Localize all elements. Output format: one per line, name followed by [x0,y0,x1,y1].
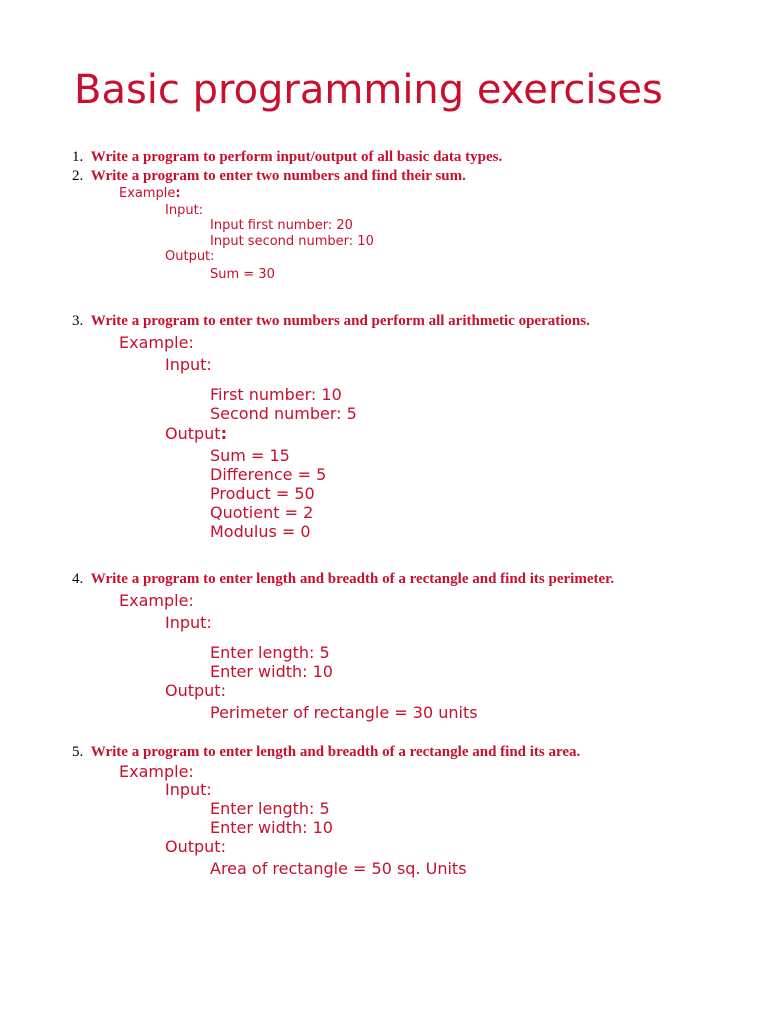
output-label: Output: [165,424,227,443]
exercise-text: Write a program to enter length and breadth of a rectangle and find its perimeter. [90,571,615,587]
exercise-text: Write a program to perform input/output of all basic data types. [90,149,503,165]
page-title: Basic programming exercises [74,67,663,113]
output-label: Output: [165,681,226,700]
input-line: Enter length: 5 [210,799,330,818]
exercise-3-question [72,312,590,330]
exercise-number: 5. [72,744,84,760]
example-label: Example: [119,762,194,781]
exercise-2-question [72,167,466,185]
output-label: Output: [165,837,226,856]
output-line: Sum = 15 [210,446,290,465]
exercise-number: 3. [72,313,84,329]
input-label: Input: [165,780,212,799]
example-label: Example: [119,591,194,610]
example-label: Example: [119,186,181,201]
exercise-number: 4. [72,571,84,587]
input-line: Input second number: 10 [210,234,374,249]
output-line: Sum = 30 [210,267,275,282]
input-line: Enter width: 10 [210,818,333,837]
input-line: Enter width: 10 [210,662,333,681]
example-label: Example: [119,333,194,352]
input-line: First number: 10 [210,385,342,404]
exercise-text: Write a program to enter two numbers and find their sum. [90,168,466,184]
output-line: Product = 50 [210,484,315,503]
exercise-4-question [72,570,614,588]
exercise-number: 2. [72,168,84,184]
exercise-text: Write a program to enter two numbers and perform all arithmetic operations. [90,313,590,329]
output-line: Modulus = 0 [210,522,311,541]
input-label: Input: [165,355,212,374]
input-label: Input: [165,613,212,632]
input-line: Enter length: 5 [210,643,330,662]
input-label: Input: [165,203,204,218]
exercise-1-question [72,148,502,166]
input-line: Input first number: 20 [210,218,353,233]
output-line: Difference = 5 [210,465,327,484]
output-line: Quotient = 2 [210,503,314,522]
output-line: Area of rectangle = 50 sq. Units [210,859,467,878]
exercise-text: Write a program to enter length and breadth of a rectangle and find its area. [90,744,581,760]
output-label: Output: [165,249,215,264]
exercise-number: 1. [72,149,84,165]
output-line: Perimeter of rectangle = 30 units [210,703,478,722]
exercise-5-question [72,743,580,761]
input-line: Second number: 5 [210,404,357,423]
